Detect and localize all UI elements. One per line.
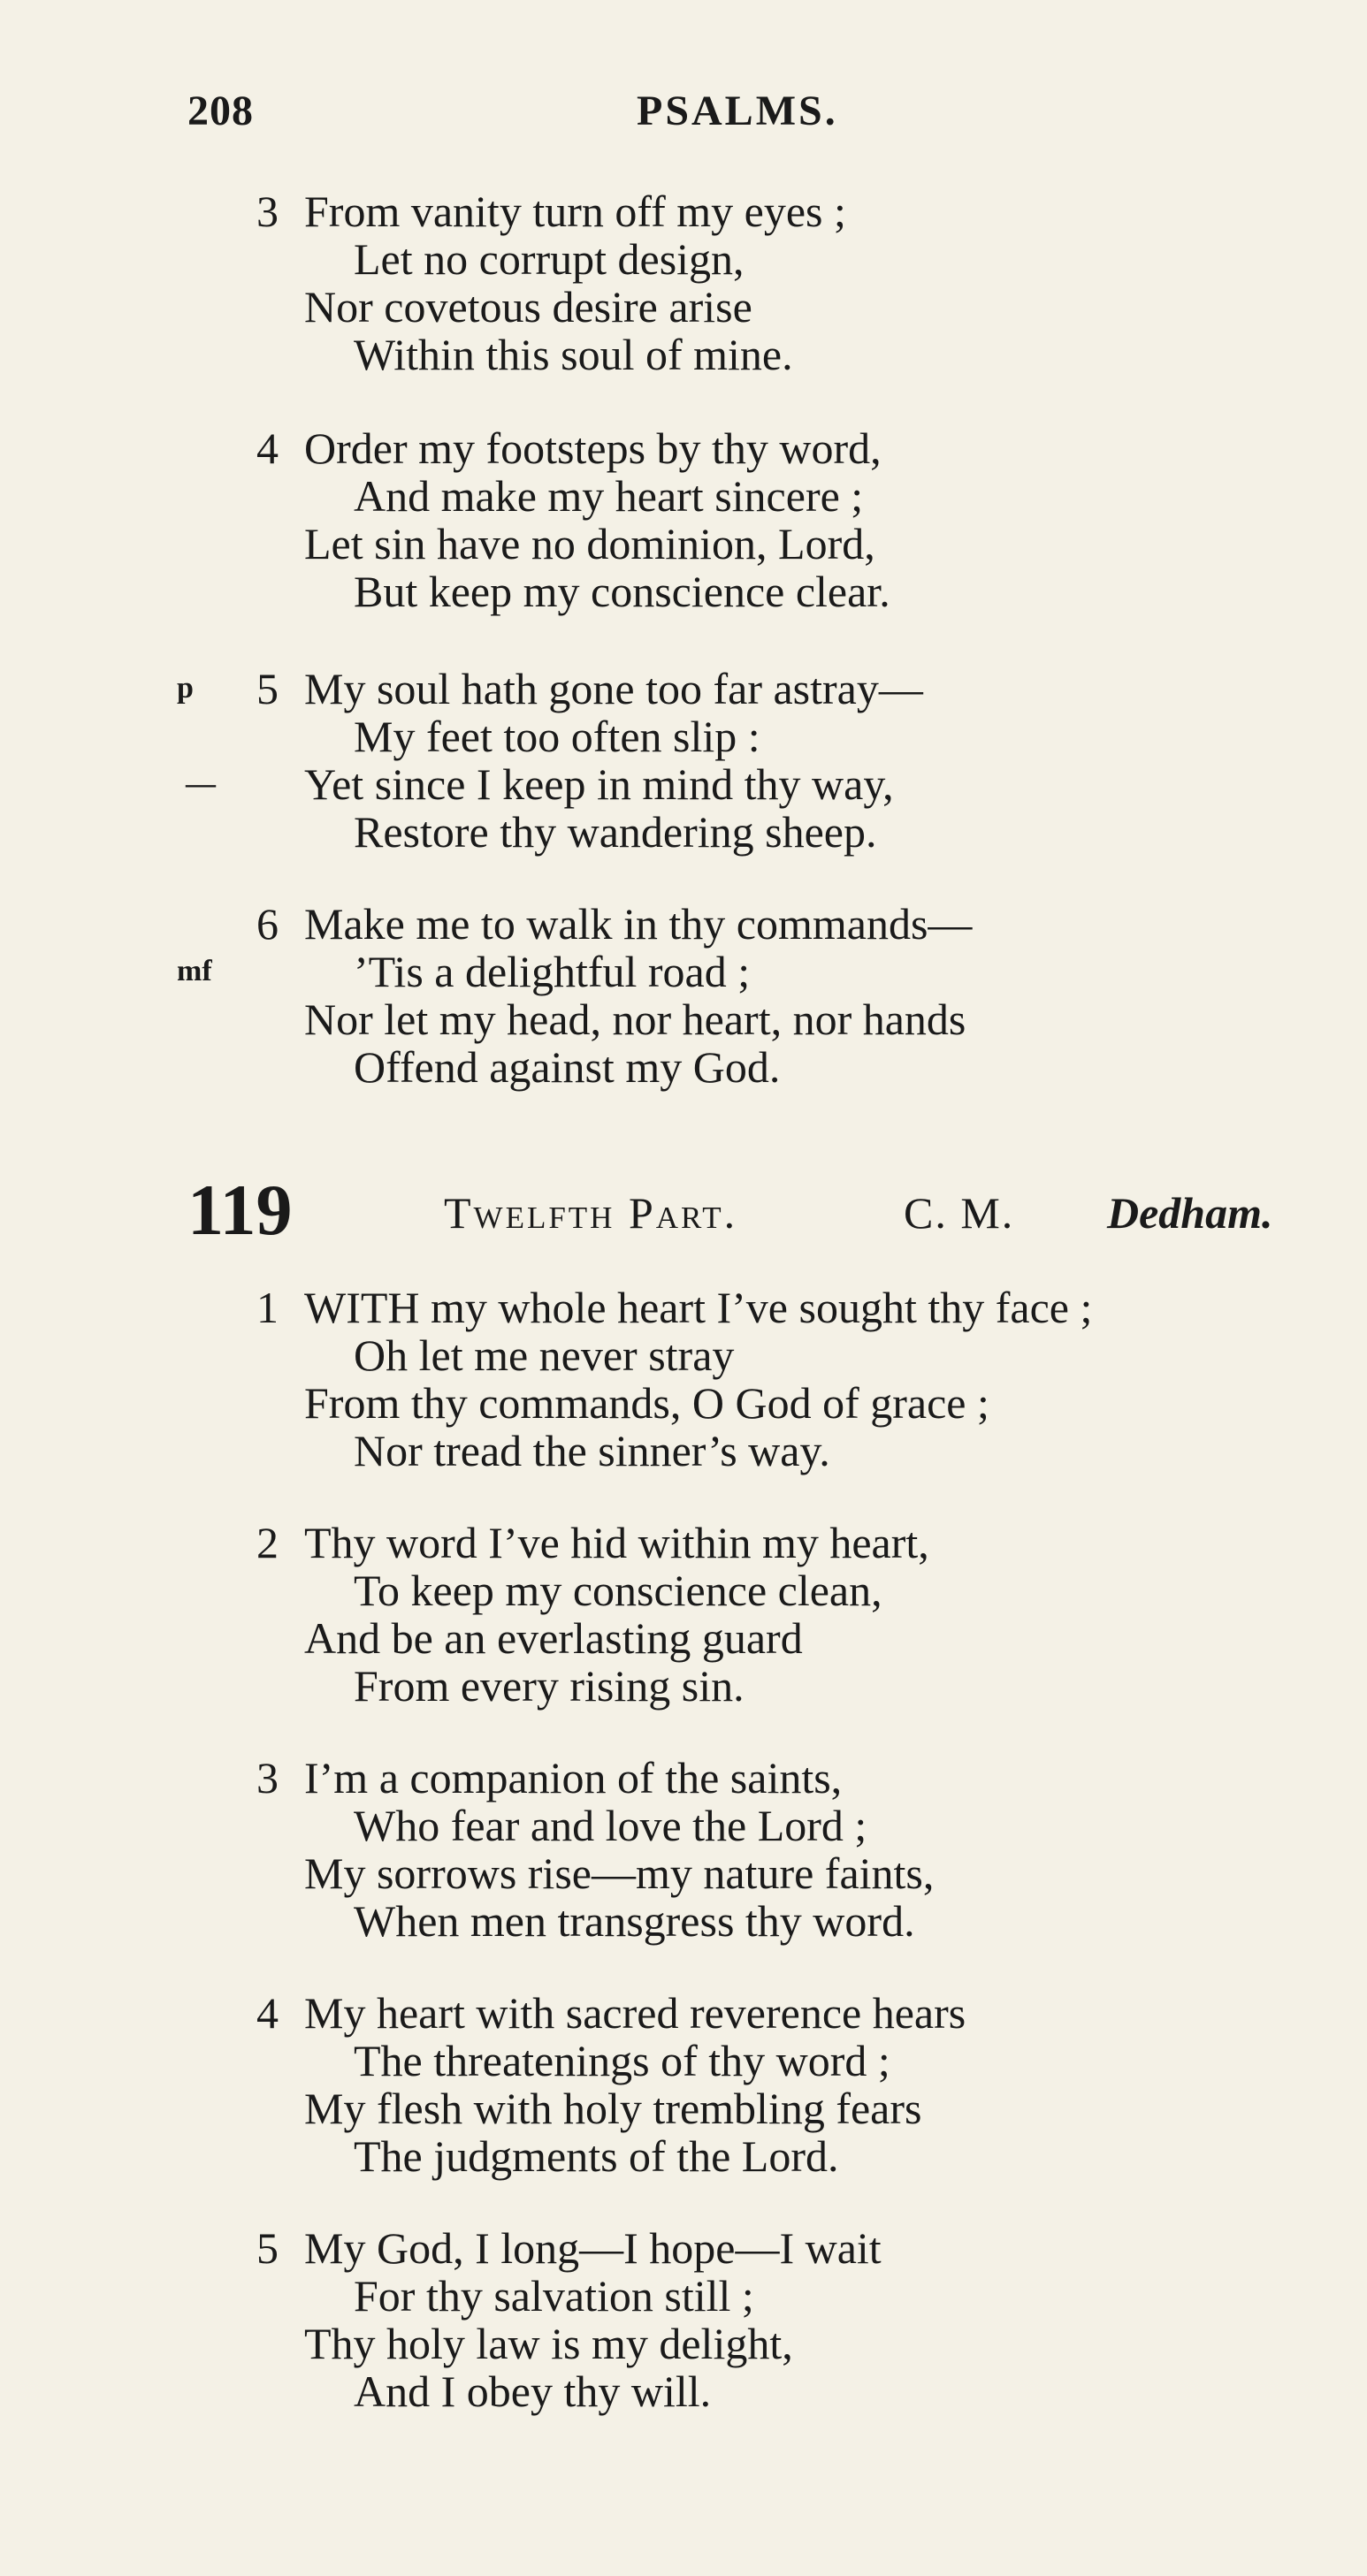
stanza-number: 3 [256,1753,279,1802]
verse-line: And be an everlasting guard [304,1613,803,1663]
verse-line: When men transgress thy word. [354,1896,915,1946]
dynamic-mark-dash: — [186,767,216,800]
page-number: 208 [187,88,254,134]
verse-line: My God, I long—I hope—I wait [304,2223,882,2273]
verse-line: Make me to walk in thy commands— [304,899,973,949]
verse-line: My feet too often slip : [354,712,760,761]
verse-line: The judgments of the Lord. [354,2131,839,2181]
verse-line: Nor covetous desire arise [304,282,752,332]
verse-line: To keep my conscience clean, [354,1566,882,1615]
verse-line: From every rising sin. [354,1661,745,1711]
hymn-tune: Dedham. [1107,1188,1273,1238]
verse-line: Nor tread the sinner’s way. [354,1426,830,1475]
dynamic-mark-piano: p [177,672,194,705]
hymn-header [187,1170,1337,1250]
stanza-number: 3 [256,187,279,236]
verse-line: Oh let me never stray [354,1330,735,1380]
verse-line: ’Tis a delightful road ; [354,947,751,996]
verse-line: Offend against my God. [354,1042,781,1092]
hymn-number: 119 [187,1170,293,1250]
verse-line: Let sin have no dominion, Lord, [304,519,875,568]
hymn-meter: C. M. [904,1188,1015,1238]
verse-line: But keep my conscience clear. [354,567,890,616]
stanza-number: 4 [256,1988,279,2038]
verse-line: Who fear and love the Lord ; [354,1801,867,1850]
verse-line: From thy commands, O God of grace ; [304,1378,989,1428]
verse-line: Within this soul of mine. [354,330,793,379]
verse-line: From vanity turn off my eyes ; [304,187,846,236]
verse-line: And I obey thy will. [354,2366,712,2416]
stanza-number: 4 [256,423,279,473]
running-head [187,87,1231,143]
hymn-part: Twelfth Part. [444,1188,738,1238]
verse-line: My soul hath gone too far astray— [304,664,923,713]
verse-line: And make my heart sincere ; [354,471,864,521]
verse-line: Yet since I keep in mind thy way, [304,759,894,809]
verse-line: My heart with sacred reverence hears [304,1988,966,2038]
verse-line: Let no corrupt design, [354,234,745,284]
verse-line: Thy holy law is my delight, [304,2319,793,2368]
stanza-number: 5 [256,2223,279,2273]
stanza-number: 6 [256,899,279,949]
verse-line: My sorrows rise—my nature faints, [304,1848,935,1898]
stanza-number: 1 [256,1283,279,1332]
verse-line: The threatenings of thy word ; [354,2036,890,2085]
verse-line: I’m a companion of the saints, [304,1753,843,1802]
verse-line: Order my footsteps by thy word, [304,423,882,473]
dynamic-mark-mezzo-forte: mf [177,955,212,987]
verse-line: Thy word I’ve hid within my heart, [304,1518,929,1567]
verse-line: For thy salvation still ; [354,2271,754,2321]
page-title: PSALMS. [637,88,838,134]
stanza-number: 2 [256,1518,279,1567]
stanza-number: 5 [256,664,279,713]
verse-line: Nor let my head, nor heart, nor hands [304,995,966,1044]
verse-line: My flesh with holy trembling fears [304,2084,922,2133]
verse-line: WITH my whole heart I’ve sought thy face ; [304,1283,1093,1332]
verse-line: Restore thy wandering sheep. [354,807,877,857]
